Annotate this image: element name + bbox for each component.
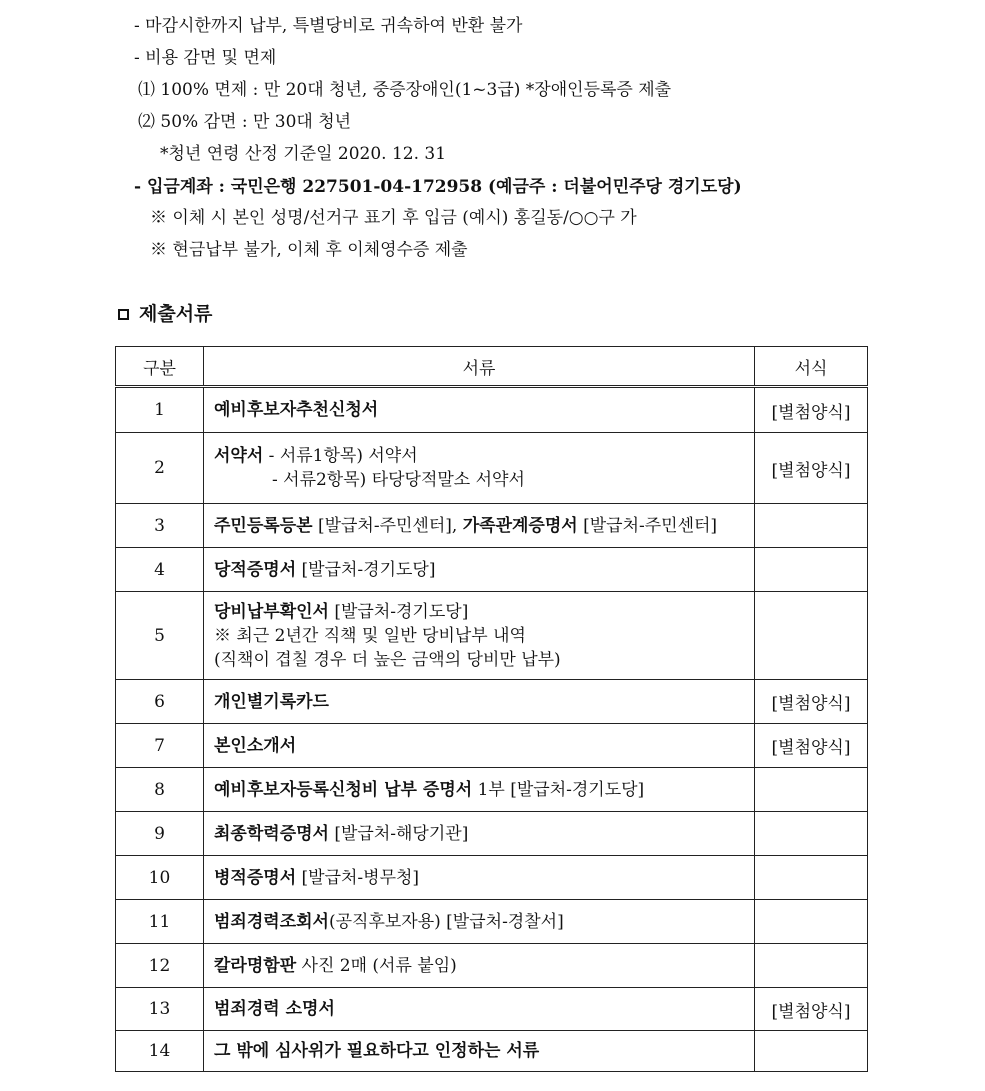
row-no: 13 bbox=[116, 988, 204, 1031]
row-doc bbox=[204, 592, 755, 680]
table-row bbox=[116, 812, 868, 856]
row-no: 8 bbox=[116, 768, 204, 812]
doc-title: 예비후보자추천신청서 bbox=[214, 400, 379, 420]
note-line-age-basis: *청년 연령 산정 기준일 2020. 12. 31 bbox=[160, 144, 447, 164]
row-doc bbox=[204, 387, 755, 433]
doc-title: 병적증명서 bbox=[214, 867, 297, 888]
doc-title: 칼라명함판 bbox=[214, 955, 297, 976]
doc-detail: [발급처-해당기관] bbox=[328, 823, 469, 844]
row-doc bbox=[204, 812, 755, 856]
row-doc bbox=[204, 856, 755, 900]
row-no: 4 bbox=[116, 548, 204, 592]
table-row bbox=[116, 433, 868, 504]
row-doc bbox=[204, 988, 755, 1031]
row-form bbox=[755, 768, 868, 812]
row-no: 3 bbox=[116, 504, 204, 548]
doc-title: 예비후보자등록신청비 납부 증명서 bbox=[214, 779, 473, 800]
doc-detail-line2: ※ 최근 2년간 직책 및 일반 당비납부 내역 bbox=[214, 625, 526, 646]
checkbox-square-icon bbox=[118, 309, 129, 320]
note-line-deadline: - 마감시한까지 납부, 특별당비로 귀속하여 반환 불가 bbox=[134, 16, 523, 36]
doc-title: 개인별기록카드 bbox=[214, 691, 329, 712]
doc-title: 당비납부확인서 bbox=[214, 601, 329, 622]
row-doc bbox=[204, 768, 755, 812]
row-no: 10 bbox=[116, 856, 204, 900]
table-row bbox=[116, 944, 868, 988]
row-doc bbox=[204, 433, 755, 504]
doc-title: 서약서 bbox=[214, 446, 264, 466]
row-doc bbox=[204, 900, 755, 944]
row-form bbox=[755, 856, 868, 900]
row-form bbox=[755, 592, 868, 680]
table-row bbox=[116, 680, 868, 724]
table-row bbox=[116, 724, 868, 768]
header-no: 구분 bbox=[116, 347, 204, 387]
section-heading bbox=[118, 302, 212, 326]
row-no: 12 bbox=[116, 944, 204, 988]
doc-detail: (공직후보자용) [발급처-경찰서] bbox=[328, 911, 564, 932]
table-row bbox=[116, 592, 868, 680]
row-form bbox=[755, 900, 868, 944]
row-no: 1 bbox=[116, 387, 204, 433]
table-row bbox=[116, 504, 868, 548]
row-no: 5 bbox=[116, 592, 204, 680]
row-form: [별첨양식] bbox=[755, 680, 868, 724]
doc-detail: [발급처-경기도당] bbox=[296, 559, 436, 580]
note-line-no-cash: ※ 현금납부 불가, 이체 후 이체영수증 제출 bbox=[150, 240, 468, 260]
table-row bbox=[116, 988, 868, 1031]
note-line-reduction: - 비용 감면 및 면제 bbox=[134, 48, 277, 68]
row-doc bbox=[204, 724, 755, 768]
row-doc bbox=[204, 680, 755, 724]
row-form: [별첨양식] bbox=[755, 433, 868, 504]
row-form: [별첨양식] bbox=[755, 724, 868, 768]
doc-detail: [발급처-주민센터], bbox=[312, 515, 463, 536]
row-no: 7 bbox=[116, 724, 204, 768]
table-row bbox=[116, 768, 868, 812]
table-row bbox=[116, 900, 868, 944]
table-row bbox=[116, 548, 868, 592]
row-form bbox=[755, 504, 868, 548]
doc-detail: [발급처-경기도당] bbox=[328, 601, 469, 622]
doc-detail: - 서류1항목) 서약서 bbox=[263, 446, 418, 466]
table-row bbox=[116, 856, 868, 900]
table-header-row bbox=[116, 347, 868, 387]
row-no: 11 bbox=[116, 900, 204, 944]
documents-table bbox=[115, 346, 868, 1072]
row-no: 14 bbox=[116, 1031, 204, 1072]
doc-detail-2: [발급처-주민센터] bbox=[577, 515, 718, 536]
section-title: 제출서류 bbox=[139, 303, 213, 325]
row-doc bbox=[204, 504, 755, 548]
row-no: 9 bbox=[116, 812, 204, 856]
doc-title: 그 밖에 심사위가 필요하다고 인정하는 서류 bbox=[214, 1041, 540, 1061]
note-line-transfer-name: ※ 이체 시 본인 성명/선거구 표기 후 입금 (예시) 홍길동/○○구 가 bbox=[150, 208, 637, 228]
doc-title: 주민등록등본 bbox=[214, 515, 313, 536]
row-form: [별첨양식] bbox=[755, 988, 868, 1031]
doc-title: 범죄경력조회서 bbox=[214, 911, 329, 932]
row-doc bbox=[204, 944, 755, 988]
row-doc bbox=[204, 548, 755, 592]
doc-title: 당적증명서 bbox=[214, 559, 297, 580]
row-form bbox=[755, 812, 868, 856]
row-form: [별첨양식] bbox=[755, 387, 868, 433]
doc-title: 최종학력증명서 bbox=[214, 823, 329, 844]
doc-detail-line2: - 서류2항목) 타당당적말소 서약서 bbox=[272, 470, 525, 490]
header-form: 서식 bbox=[755, 347, 868, 387]
row-form bbox=[755, 944, 868, 988]
doc-detail-line3: (직책이 겹칠 경우 더 높은 금액의 당비만 납부) bbox=[214, 649, 561, 670]
table-row bbox=[116, 1031, 868, 1072]
row-doc bbox=[204, 1031, 755, 1072]
doc-detail: [발급처-병무청] bbox=[296, 867, 420, 888]
note-line-bank-account: - 입금계좌 : 국민은행 227501-04-172958 (예금주 : 더불어민주당 경기도당) bbox=[134, 177, 742, 197]
row-form bbox=[755, 1031, 868, 1072]
note-line-exemption-100: ⑴ 100% 면제 : 만 20대 청년, 중증장애인(1~3급) *장애인등록증 제출 bbox=[138, 80, 672, 100]
table-row bbox=[116, 387, 868, 433]
row-form bbox=[755, 548, 868, 592]
doc-detail: 1부 [발급처-경기도당] bbox=[472, 779, 645, 800]
doc-detail: 사진 2매 (서류 붙임) bbox=[296, 955, 457, 976]
doc-title: 본인소개서 bbox=[214, 735, 297, 756]
row-no: 2 bbox=[116, 433, 204, 504]
row-no: 6 bbox=[116, 680, 204, 724]
header-doc: 서류 bbox=[204, 347, 755, 387]
doc-title-2: 가족관계증명서 bbox=[462, 515, 578, 536]
note-line-reduction-50: ⑵ 50% 감면 : 만 30대 청년 bbox=[138, 112, 352, 132]
doc-title: 범죄경력 소명서 bbox=[214, 999, 335, 1019]
